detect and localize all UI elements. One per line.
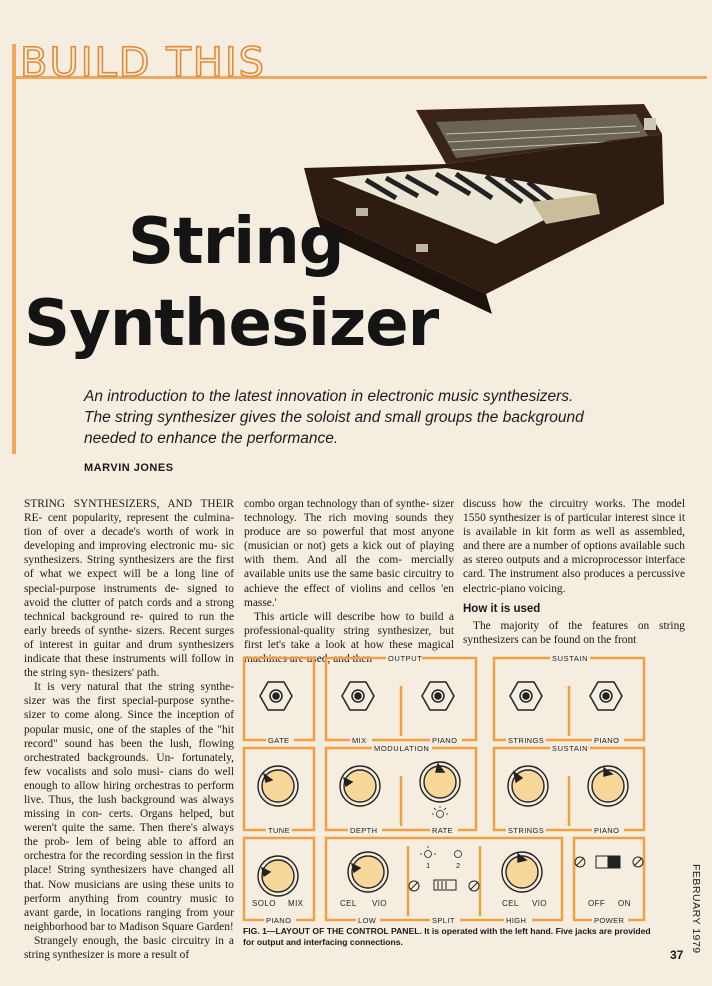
label-strings-output: STRINGS bbox=[508, 736, 545, 745]
knob-rate bbox=[420, 762, 460, 802]
label-cel-low: CEL bbox=[340, 899, 357, 908]
jack-piano bbox=[422, 682, 454, 710]
knob-depth bbox=[340, 766, 380, 806]
paragraph: discuss how the circuitry works. The model 1550 synthesizer is of particular interest since it is available in kit form as well as assembled, and there are a number of options available such as stereo outputs and a microprocessor interface card. The instrument also produces a percussive electric-piano voicing. bbox=[463, 498, 685, 595]
page-number: 37 bbox=[670, 948, 684, 962]
control-panel-diagram bbox=[240, 650, 658, 926]
label-strings-sustain: STRINGS bbox=[508, 826, 545, 835]
label-led-1: 1 bbox=[426, 861, 431, 870]
article-column-3 bbox=[463, 497, 685, 659]
label-piano-sustain-2: PIANO bbox=[594, 826, 620, 835]
split-leds bbox=[420, 846, 462, 858]
header-rule-vertical bbox=[12, 44, 16, 454]
knob-piano bbox=[588, 766, 628, 806]
label-on: ON bbox=[618, 899, 631, 908]
split-switch bbox=[409, 880, 479, 891]
jack-gate bbox=[260, 682, 292, 710]
jack-mix bbox=[342, 682, 374, 710]
section-kicker: BUILD THIS bbox=[20, 40, 267, 86]
article-column-1 bbox=[24, 497, 234, 961]
knob-low bbox=[348, 852, 388, 892]
byline: MARVIN JONES bbox=[84, 462, 174, 474]
label-high: HIGH bbox=[506, 916, 527, 925]
label-depth: DEPTH bbox=[350, 826, 378, 835]
label-sustain-mid: SUSTAIN bbox=[552, 744, 589, 753]
label-mix: MIX bbox=[352, 736, 367, 745]
led-1-icon bbox=[425, 851, 432, 858]
knob-high bbox=[502, 852, 542, 892]
paragraph: This article will describe how to build a professional-quality string synthesizer, but first let's take a look at how these magical machines are used, and then bbox=[244, 610, 454, 666]
subhead: How it is used bbox=[463, 602, 541, 615]
power-switch bbox=[575, 856, 643, 868]
jack-piano-2 bbox=[590, 682, 622, 710]
paragraph: Strangely enough, the basic circuitry in a string synthesizer is more a result of bbox=[24, 934, 234, 961]
caption-lead: FIG. 1—LAYOUT OF THE CONTROL PANEL. bbox=[243, 926, 422, 936]
label-rate: RATE bbox=[432, 826, 454, 835]
jack-strings bbox=[510, 682, 542, 710]
title-line-2: Synthesizer bbox=[24, 287, 439, 361]
paragraph: The majority of the features on string synthesizers can be found on the front bbox=[463, 619, 685, 646]
rate-led-icon bbox=[432, 806, 448, 818]
label-modulation: MODULATION bbox=[374, 744, 430, 753]
label-gate: GATE bbox=[268, 736, 290, 745]
label-power: POWER bbox=[594, 916, 625, 925]
label-sustain-top: SUSTAIN bbox=[552, 654, 589, 663]
label-cel-high: CEL bbox=[502, 899, 519, 908]
issue-date: FEBRUARY 1979 bbox=[690, 864, 702, 954]
label-split: SPLIT bbox=[432, 916, 455, 925]
label-output: OUTPUT bbox=[388, 654, 423, 663]
caption-text: It is operated with the left hand. Five jacks are provided for output and interfacing connections. bbox=[243, 926, 651, 947]
deck: An introduction to the latest innovation in electronic music synthesizers. The string synthesizer gives the soloist and small groups the background needed to enhance the performance. bbox=[84, 388, 584, 447]
knob-strings bbox=[508, 766, 548, 806]
paragraph: combo organ technology than of synthe- sizer technology. The rich moving sounds they produce are so powerful that most anyone (musician or not) gets a kick out of playing with them. And all the com- mercially available units use the same basic circuitry to achieve the effect of violins and cellos 'en masse.' bbox=[244, 498, 454, 609]
synthesizer-photo bbox=[296, 94, 668, 314]
label-piano-sustain: PIANO bbox=[594, 736, 620, 745]
paragraph: STRING SYNTHESIZERS, AND THEIR RE- cent popularity, represent the culmina- tion of over a decade's worth of work in developing and improving electronic mu- sic synthesizers. String synthesizers are the first of what we expect will be a long line of special-purpose instruments de- signed to avoid the clutter of patch cords and a strong technical background re- quired to run the early breeds of synthe- sizers. Recent surges of interest in guitar and drum synthesizers indicate that these instruments will follow in the string syn- thesizers' path. bbox=[24, 498, 234, 680]
label-off: OFF bbox=[588, 899, 606, 908]
label-mix-solo: MIX bbox=[288, 899, 304, 908]
label-vio-high: VIO bbox=[532, 899, 547, 908]
label-vio-low: VIO bbox=[372, 899, 387, 908]
paragraph: It is very natural that the string synthe- sizer was the first special-purpose synthe- sizer to come along. Since the inception of popular music, one of the staples of the "hit record" sound has been the lush, flowing orchestrated backgrounds. Un- fortunately, few vocalists and solo musi- cians do well enough to allow hiring orchestras to perform live. Thus, the lush background was always missing in con- certs. Organs helped, but weren't quite the same. Then there's always the prob- lem of being able to afford an orchestra for the recording session in the first place! String synthesizers have changed all that. Now musicians are using these units to perform anything from country music to avant garde, in locations ranging from your neighborhood bar to Madison Square Garden! bbox=[24, 681, 234, 933]
label-led-2: 2 bbox=[456, 861, 461, 870]
label-solo: SOLO bbox=[252, 899, 276, 908]
led-2-icon bbox=[455, 851, 462, 858]
label-low: LOW bbox=[358, 916, 377, 925]
title-line-1: String bbox=[128, 205, 344, 279]
figure-caption bbox=[243, 926, 663, 948]
knob-tune bbox=[258, 766, 298, 806]
label-piano-solo: PIANO bbox=[266, 916, 292, 925]
knob-solo-mix bbox=[258, 856, 298, 896]
label-piano-output: PIANO bbox=[432, 736, 458, 745]
label-tune: TUNE bbox=[268, 826, 291, 835]
